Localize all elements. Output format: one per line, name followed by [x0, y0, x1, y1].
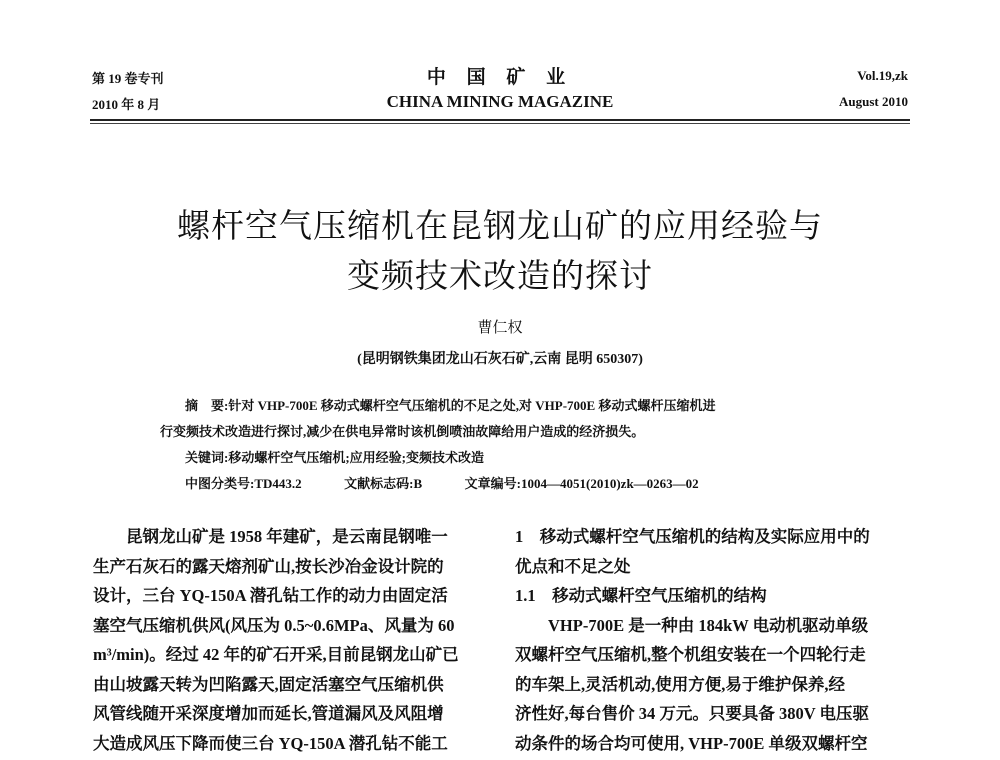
- abstract-text-1: 针对 VHP-700E 移动式螺杆空气压缩机的不足之处,对 VHP-700E 移动式螺杆压缩机进: [228, 398, 716, 413]
- body-line: 动条件的场合均可使用, VHP-700E 单级双螺杆空: [515, 733, 868, 753]
- title-line-2: 变频技术改造的探讨: [347, 259, 653, 295]
- volume-en: Vol.19,zk: [857, 68, 908, 83]
- volume-label: 第 19 卷专刊: [92, 71, 164, 86]
- body-line: 昆钢龙山矿是 1958 年建矿，是云南昆钢唯一: [126, 527, 448, 546]
- body-line: 双螺杆空气压缩机,整个机组安装在一个四轮行走: [515, 645, 866, 664]
- section-heading-1: 1 移动式螺杆空气压缩机的结构及实际应用中的: [515, 527, 870, 546]
- classification-line: [185, 473, 699, 492]
- body-line: 风管线随开采深度增加而延长,管道漏风及风阻增: [93, 704, 444, 723]
- body-line: 济性好,每台售价 34 万元。只要具备 380V 电压驱: [515, 704, 869, 723]
- keywords-text: 移动螺杆空气压缩机;应用经验;变频技术改造: [228, 450, 485, 465]
- section-heading-1-cont: 优点和不足之处: [515, 556, 631, 576]
- body-line: 塞空气压缩机供风(风压为 0.5~0.6MPa、风量为 60: [93, 615, 455, 635]
- left-column: [93, 522, 483, 758]
- keywords: [185, 447, 484, 466]
- body-line: 设计，三台 YQ-150A 潜孔钻工作的动力由固定活: [93, 586, 448, 605]
- author: 曹仁权: [477, 320, 523, 336]
- issue-date-cn: 2010 年 8 月: [92, 97, 161, 112]
- doc-code-value: B: [413, 476, 423, 491]
- body-line: m³/min)。经过 42 年的矿石开采,目前昆钢龙山矿已: [93, 645, 459, 664]
- abstract-text-2: 行变频技术改造进行探讨,减少在供电异常时该机倒喷油故障给用户造成的经济损失。: [160, 424, 645, 439]
- journal-name-cn: 中 国 矿 业: [426, 67, 574, 88]
- right-column: [515, 522, 910, 758]
- title-line-1: 螺杆空气压缩机在昆钢龙山矿的应用经验与: [177, 209, 823, 245]
- body-line: 生产石灰石的露天熔剂矿山,按长沙冶金设计院的: [93, 556, 444, 576]
- body-line: VHP-700E 是一种由 184kW 电动机驱动单级: [548, 615, 869, 635]
- abstract-line-1: [185, 395, 715, 414]
- issue-date-en: August 2010: [839, 94, 908, 109]
- body-line: 由山坡露天转为凹陷露天,固定活塞空气压缩机供: [93, 674, 444, 694]
- header-rule-thin: [90, 123, 910, 124]
- clc-value: TD443.2: [254, 476, 302, 491]
- abstract-label: 摘 要:: [185, 398, 229, 413]
- article-no-label: 文章编号:: [464, 476, 522, 491]
- body-line: 大造成风压下降而使三台 YQ-150A 潜孔钻不能工: [93, 733, 448, 753]
- journal-name-en: CHINA MINING MAGAZINE: [386, 92, 614, 111]
- clc-label: 中图分类号:: [185, 476, 255, 491]
- keywords-label: 关键词:: [185, 450, 229, 465]
- article-no-value: 1004—4051(2010)zk—0263—02: [521, 476, 699, 491]
- body-line: 的车架上,灵活机动,使用方便,易于维护保养,经: [515, 674, 845, 694]
- affiliation: (昆明钢铁集团龙山石灰石矿,云南 昆明 650307): [357, 352, 643, 367]
- doc-code-label: 文献标志码:: [344, 476, 414, 491]
- subsection-heading-1-1: 1.1 移动式螺杆空气压缩机的结构: [515, 586, 767, 605]
- header-rule: [90, 119, 910, 121]
